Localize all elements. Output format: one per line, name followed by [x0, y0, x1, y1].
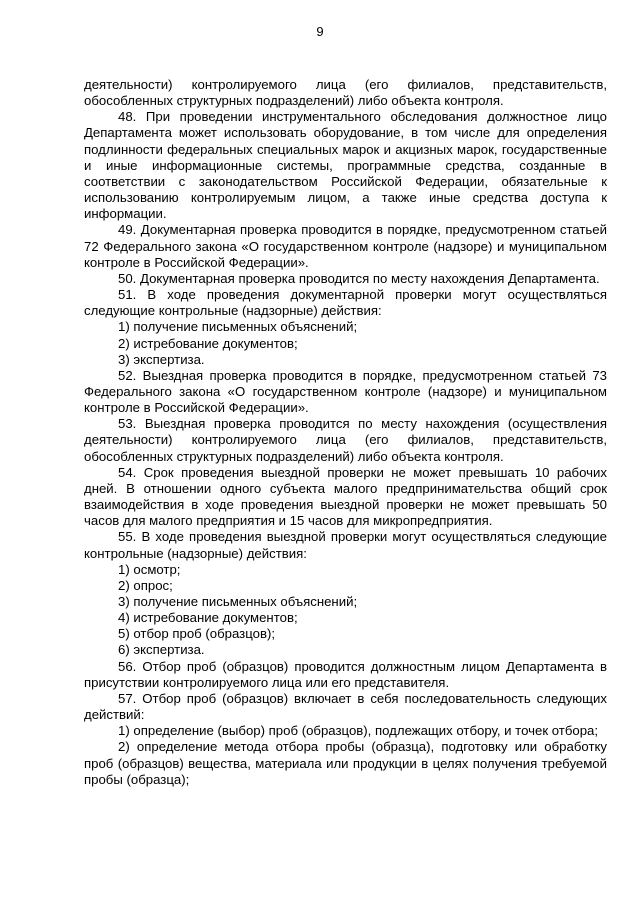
paragraph-50: 50. Документарная проверка проводится по месту нахождения Департамента.: [118, 270, 600, 286]
list-item: 4) истребование документов;: [118, 610, 298, 626]
paragraph-51: 51. В ходе проведения документарной проверки могут осуществляться следующие контрольные (надзорные) действия:: [84, 287, 607, 319]
list-item: 1) получение письменных объяснений;: [118, 319, 358, 335]
paragraph-53: 53. Выездная проверка проводится по месту нахождения (осуществления деятельности) контролируемого лица (его филиалов, представительств, обособленных структурных подразделений) либо объекта контроля.: [84, 416, 607, 464]
paragraph-continuation: деятельности) контролируемого лица (его филиалов, представительств, обособленных структурных подразделений) либо объекта контроля.: [84, 77, 607, 109]
paragraph-57-item-2: 2) определение метода отбора пробы (образца), подготовку или обработку проб (образцов) вещества, материала или продукции в целях получения требуемой пробы (образца);: [84, 739, 607, 787]
paragraph-48: 48. При проведении инструментального обследования должностное лицо Департамента может использовать оборудование, в том числе для определения подлинности федеральных специальных марок и акцизных марок, государственные и иные информационные системы, программные средства, созданные в соответствии с законодательством Российской Федерации, обязательные к использованию контролируемым лицом, а также иные средства доступа к информации.: [84, 109, 607, 222]
page-number: 9: [316, 24, 324, 39]
paragraph-57-item-1: 1) определение (выбор) проб (образцов), подлежащих отбору, и точек отбора;: [118, 723, 599, 739]
paragraph-56: 56. Отбор проб (образцов) проводится должностным лицом Департамента в присутствии контролируемого лица или его представителя.: [84, 658, 607, 690]
paragraph-54: 54. Срок проведения выездной проверки не может превышать 10 рабочих дней. В отношении одного субъекта малого предпринимательства общий срок взаимодействия в ходе проведения выездной проверки не может превышать 50 часов для малого предприятия и 15 часов для микропредприятия.: [84, 464, 607, 529]
paragraph-57: 57. Отбор проб (образцов) включает в себя последовательность следующих действий:: [84, 690, 607, 723]
list-item: 3) получение письменных объяснений;: [118, 594, 358, 609]
list-item: 6) экспертиза.: [118, 642, 205, 658]
paragraph-55: 55. В ходе проведения выездной проверки могут осуществляться следующие контрольные (надзорные) действия:: [84, 529, 607, 561]
list-item: 2) опрос;: [118, 577, 173, 593]
paragraph-49: 49. Документарная проверка проводится в порядке, предусмотренном статьей 72 Федерального закона «О государственном контроле (надзоре) и муниципальном контроле в Российской Федерации».: [84, 222, 607, 270]
list-item: 1) осмотр;: [118, 561, 181, 577]
paragraph-52: 52. Выездная проверка проводится в порядке, предусмотренном статьей 73 Федерального закона «О государственном контроле (надзоре) и муниципальном контроле в Российской Федерации».: [84, 367, 607, 416]
document-body: [84, 77, 607, 788]
list-item: 2) истребование документов;: [118, 335, 298, 351]
list-item: 5) отбор проб (образцов);: [118, 626, 276, 642]
list-item: 3) экспертиза.: [118, 351, 205, 367]
